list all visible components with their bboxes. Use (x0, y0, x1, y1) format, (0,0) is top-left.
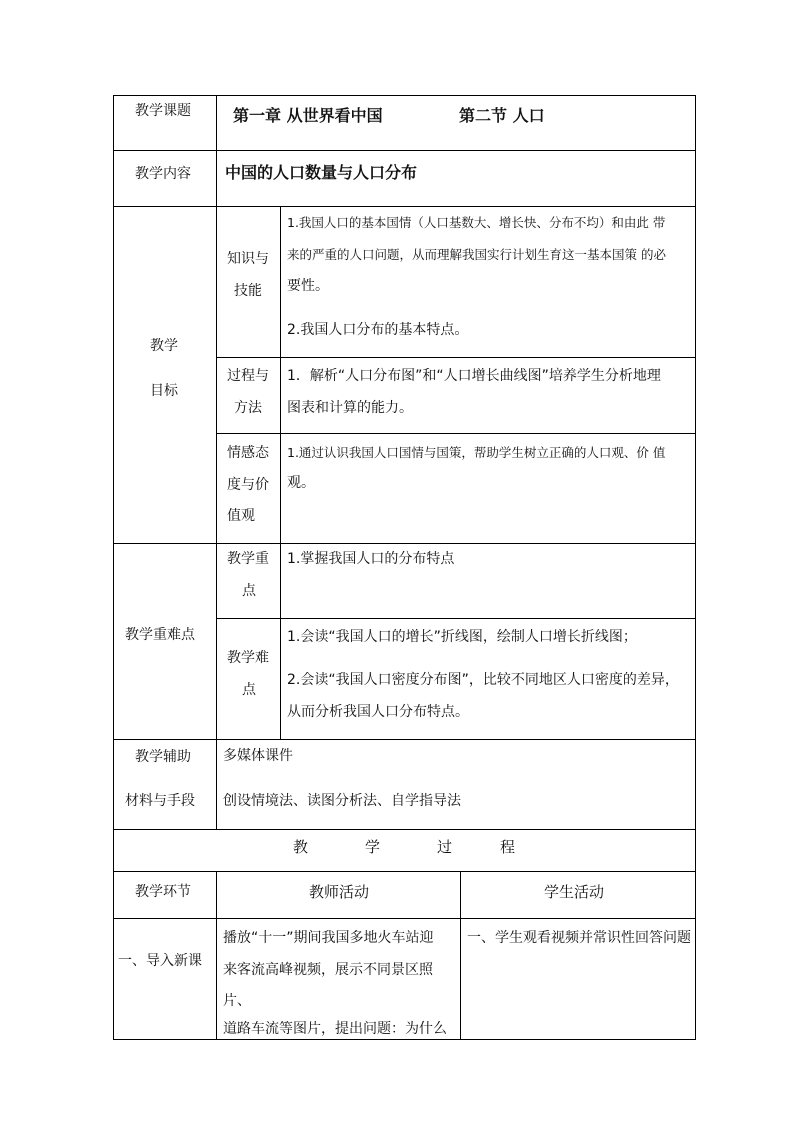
knowledge-text-line3: 要性。 (287, 278, 329, 294)
aids-text-line2: 创设情境法、读图分析法、自学指导法 (223, 793, 461, 809)
attitude-label-line1: 情感态 (227, 445, 269, 461)
step1-stage: 一、导入新课 (118, 953, 202, 969)
teacher-header: 教师活动 (309, 883, 370, 901)
difficulty-label-cell (216, 618, 281, 740)
step1-student: 一、学生观看视频并常识性回答问题 (467, 930, 691, 946)
difficulty-text-line1: 1.会读“我国人口的增长”折线图，绘制人口增长折线图； (287, 629, 637, 645)
step1-student-cell (460, 918, 696, 1040)
process-label-cell (216, 357, 281, 434)
knowledge-label-line1: 知识与 (227, 251, 269, 267)
attitude-text-line1: 1.通过认识我国人口国情与国策，帮助学生树立正确的人口观、价 值 (287, 445, 666, 460)
step1-teacher-line2: 来客流高峰视频，展示不同景区照 (223, 962, 433, 978)
step1-teacher-line1: 播放“十一”期间我国多地火车站迎 (223, 930, 434, 946)
attitude-text-cell (280, 433, 696, 544)
teacher-header-cell (216, 871, 461, 919)
process-header-char2: 学 (365, 838, 381, 856)
difficulty-label-line2: 点 (242, 682, 256, 698)
attitude-label-line3: 值观 (227, 508, 255, 524)
keypoints-label-cell (113, 543, 217, 740)
aids-text-line1: 多媒体课件 (223, 748, 293, 764)
attitude-label-line2: 度与价 (227, 477, 269, 493)
difficulty-label-line1: 教学难 (227, 650, 269, 666)
aids-label-cell (113, 739, 217, 830)
process-text-cell (280, 357, 696, 434)
content-label-cell (113, 150, 217, 207)
focus-label-line1: 教学重 (227, 551, 269, 567)
process-header-char1: 教 (293, 838, 309, 856)
process-label-line2: 方法 (234, 400, 262, 416)
content-label: 教学内容 (135, 166, 191, 182)
aids-label-line1: 教学辅助 (135, 749, 191, 765)
topic-label: 教学课题 (135, 103, 191, 119)
chapter-title: 第一章 从世界看中国 (233, 106, 383, 125)
difficulty-text-cell (280, 618, 696, 740)
section-title: 第二节 人口 (459, 106, 545, 125)
content-value: 中国的人口数量与人口分布 (225, 163, 418, 182)
knowledge-text-cell (280, 206, 696, 358)
difficulty-text-line2: 2.会读“我国人口密度分布图”，比较不同地区人口密度的差异， (287, 672, 679, 688)
aids-label-line2: 材料与手段 (125, 793, 195, 809)
knowledge-text-line4: 2.我国人口分布的基本特点。 (287, 322, 469, 338)
goals-label-line2: 目标 (150, 383, 178, 399)
goals-label-line1: 教学 (150, 338, 178, 354)
focus-label-cell (216, 543, 281, 619)
stage-header: 教学环节 (135, 884, 191, 900)
process-header-cell (113, 829, 696, 872)
attitude-label-cell (216, 433, 281, 544)
step1-teacher-line4: 道路车流等图片，提出问题：为什么 (223, 1021, 447, 1037)
student-header: 学生活动 (544, 883, 605, 901)
knowledge-text-line1: 1.我国人口的基本国情（人口基数大、增长快、分布不均）和由此 带 (287, 215, 666, 230)
step1-stage-cell (113, 918, 217, 1040)
process-text-line2: 图表和计算的能力。 (287, 400, 413, 416)
stage-header-cell (113, 871, 217, 919)
process-label-line1: 过程与 (227, 368, 269, 384)
focus-text: 1.掌握我国人口的分布特点 (287, 551, 455, 567)
focus-text-cell (280, 543, 696, 619)
focus-label-line2: 点 (242, 583, 256, 599)
step1-teacher-cell (216, 918, 461, 1040)
process-text-line1: 1．解析“人口分布图”和“人口增长曲线图”培养学生分析地理 (287, 368, 661, 384)
process-header-char3: 过 (437, 838, 453, 856)
topic-value-cell (216, 95, 696, 151)
process-header-char4: 程 (500, 838, 516, 856)
student-header-cell (460, 871, 696, 919)
knowledge-label-cell (216, 206, 281, 358)
aids-text-cell (216, 739, 696, 830)
knowledge-text-line2: 来的严重的人口问题，从而理解我国实行计划生育这一基本国策 的必 (287, 247, 666, 262)
step1-teacher-line3: 片、 (223, 993, 251, 1009)
topic-label-cell (113, 95, 217, 151)
goals-label-cell (113, 206, 217, 544)
content-value-cell (216, 150, 696, 207)
keypoints-label: 教学重难点 (125, 627, 195, 643)
difficulty-text-line3: 从而分析我国人口分布特点。 (287, 704, 469, 720)
attitude-text-line2: 观。 (287, 475, 315, 491)
knowledge-label-line2: 技能 (234, 283, 262, 299)
